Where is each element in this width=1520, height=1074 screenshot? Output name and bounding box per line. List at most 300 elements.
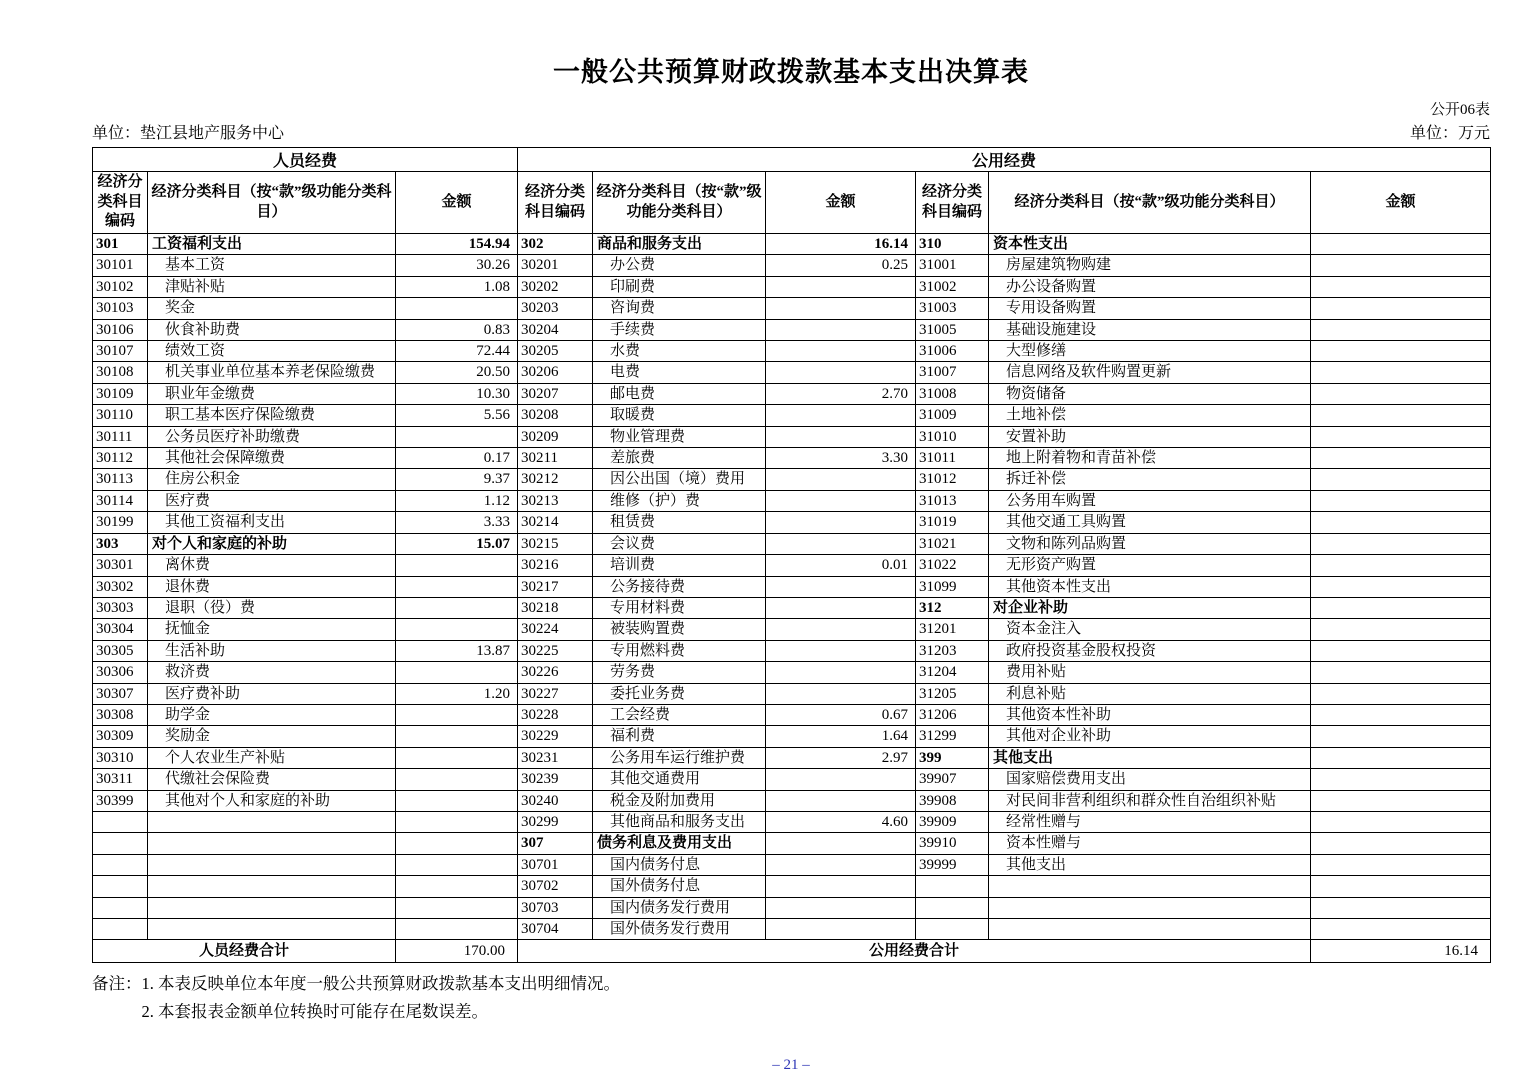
personnel-amount-cell (396, 662, 518, 683)
public1-amount-cell (766, 919, 916, 940)
public1-subject-cell: 印刷费 (593, 276, 766, 297)
personnel-code-cell: 30307 (93, 683, 148, 704)
public2-subject-cell: 对民间非营利组织和群众性自治组织补贴 (989, 790, 1311, 811)
personnel-amount-cell: 0.17 (396, 448, 518, 469)
public1-code-cell: 30204 (518, 319, 593, 340)
table-row (93, 255, 1491, 276)
public1-code-cell: 30213 (518, 490, 593, 511)
table-row (93, 897, 1491, 918)
public2-subject-cell: 政府投资基金股权投资 (989, 640, 1311, 661)
personnel-code-cell: 30102 (93, 276, 148, 297)
public1-code-cell: 302 (518, 234, 593, 255)
public1-code-cell: 30228 (518, 704, 593, 725)
public1-subject-cell: 公务接待费 (593, 576, 766, 597)
public1-amount-cell (766, 362, 916, 383)
public1-subject-cell: 国外债务发行费用 (593, 919, 766, 940)
public1-amount-cell: 1.64 (766, 726, 916, 747)
personnel-code-cell: 30107 (93, 341, 148, 362)
personnel-code-cell (93, 833, 148, 854)
unit-row (92, 120, 1490, 143)
public1-amount-cell (766, 790, 916, 811)
public2-code-cell: 31007 (916, 362, 989, 383)
public2-subject-cell: 房屋建筑物购建 (989, 255, 1311, 276)
public2-code-cell: 31002 (916, 276, 989, 297)
public2-amount-cell (1311, 319, 1491, 340)
public1-amount-cell (766, 897, 916, 918)
report-content (92, 0, 1490, 1074)
table-row (93, 405, 1491, 426)
page-number: – 21 – (772, 1056, 810, 1073)
personnel-subject-cell: 退休费 (148, 576, 396, 597)
personnel-amount-cell: 20.50 (396, 362, 518, 383)
personnel-amount-cell (396, 576, 518, 597)
public1-subject-cell: 劳务费 (593, 662, 766, 683)
personnel-code-cell: 30103 (93, 298, 148, 319)
public2-amount-cell (1311, 469, 1491, 490)
public1-subject-cell: 因公出国（境）费用 (593, 469, 766, 490)
public2-amount-cell (1311, 341, 1491, 362)
public1-code-cell: 30217 (518, 576, 593, 597)
public2-subject-cell: 大型修缮 (989, 341, 1311, 362)
table-footer (93, 940, 1491, 963)
personnel-code-cell: 30310 (93, 747, 148, 768)
group-personnel-header: 人员经费 (93, 148, 518, 172)
public2-code-cell: 31003 (916, 298, 989, 319)
public1-subject-cell: 邮电费 (593, 383, 766, 404)
public1-code-cell: 30218 (518, 597, 593, 618)
table-row (93, 426, 1491, 447)
public1-code-cell: 30214 (518, 512, 593, 533)
public1-subject-cell: 差旅费 (593, 448, 766, 469)
public2-code-cell: 31005 (916, 319, 989, 340)
public2-code-cell: 31009 (916, 405, 989, 426)
public1-amount-cell (766, 876, 916, 897)
table-row (93, 597, 1491, 618)
col-header-subject-1: 经济分类科目（按“款”级功能分类科目） (148, 172, 396, 234)
personnel-subject-cell: 代缴社会保险费 (148, 769, 396, 790)
public1-amount-cell (766, 469, 916, 490)
personnel-subject-cell: 基本工资 (148, 255, 396, 276)
public1-subject-cell: 国外债务付息 (593, 876, 766, 897)
table-row (93, 747, 1491, 768)
form-number-label: 公开06表 (1429, 102, 1490, 118)
col-header-amount-1: 金额 (396, 172, 518, 234)
personnel-subject-cell (148, 854, 396, 875)
col-header-amount-3: 金额 (1311, 172, 1491, 234)
public2-amount-cell (1311, 897, 1491, 918)
personnel-subject-cell: 津贴补贴 (148, 276, 396, 297)
public2-code-cell: 31010 (916, 426, 989, 447)
personnel-code-cell: 30112 (93, 448, 148, 469)
public2-amount-cell (1311, 555, 1491, 576)
public2-subject-cell: 其他资本性补助 (989, 704, 1311, 725)
public2-amount-cell (1311, 234, 1491, 255)
public1-subject-cell: 专用燃料费 (593, 640, 766, 661)
public2-code-cell: 31001 (916, 255, 989, 276)
personnel-subject-cell: 住房公积金 (148, 469, 396, 490)
public1-subject-cell: 租赁费 (593, 512, 766, 533)
public1-subject-cell: 手续费 (593, 319, 766, 340)
table-row (93, 512, 1491, 533)
public2-amount-cell (1311, 362, 1491, 383)
page-title: 一般公共预算财政拨款基本支出决算表 (553, 57, 1029, 87)
public2-amount-cell (1311, 298, 1491, 319)
public2-code-cell: 31099 (916, 576, 989, 597)
table-row (93, 383, 1491, 404)
public1-code-cell: 30225 (518, 640, 593, 661)
personnel-subject-cell: 奖励金 (148, 726, 396, 747)
public2-subject-cell: 专用设备购置 (989, 298, 1311, 319)
personnel-amount-cell (396, 919, 518, 940)
table-row (93, 576, 1491, 597)
public2-amount-cell (1311, 833, 1491, 854)
public1-code-cell: 30211 (518, 448, 593, 469)
public2-subject-cell (989, 897, 1311, 918)
personnel-amount-cell: 15.07 (396, 533, 518, 554)
public1-code-cell: 30231 (518, 747, 593, 768)
public1-amount-cell (766, 662, 916, 683)
public1-code-cell: 30229 (518, 726, 593, 747)
public2-code-cell: 31022 (916, 555, 989, 576)
public1-amount-cell (766, 854, 916, 875)
personnel-amount-cell: 1.20 (396, 683, 518, 704)
public2-subject-cell: 基础设施建设 (989, 319, 1311, 340)
personnel-subject-cell: 其他社会保障缴费 (148, 448, 396, 469)
personnel-code-cell: 30111 (93, 426, 148, 447)
public2-amount-cell (1311, 512, 1491, 533)
public1-subject-cell: 其他商品和服务支出 (593, 811, 766, 832)
public2-subject-cell: 拆迁补偿 (989, 469, 1311, 490)
public1-code-cell: 30703 (518, 897, 593, 918)
public2-code-cell: 39910 (916, 833, 989, 854)
public1-subject-cell: 咨询费 (593, 298, 766, 319)
public1-subject-cell: 物业管理费 (593, 426, 766, 447)
public1-subject-cell: 水费 (593, 341, 766, 362)
public2-amount-cell (1311, 576, 1491, 597)
public2-amount-cell (1311, 405, 1491, 426)
public1-code-cell: 30240 (518, 790, 593, 811)
public1-amount-cell: 0.01 (766, 555, 916, 576)
public2-subject-cell: 其他支出 (989, 854, 1311, 875)
public1-code-cell: 30226 (518, 662, 593, 683)
public2-amount-cell (1311, 448, 1491, 469)
public2-code-cell: 312 (916, 597, 989, 618)
public2-amount-cell (1311, 640, 1491, 661)
public2-amount-cell (1311, 597, 1491, 618)
personnel-amount-cell: 3.33 (396, 512, 518, 533)
public2-amount-cell (1311, 876, 1491, 897)
unit-name-label: 单位：垫江县地产服务中心 (92, 125, 285, 142)
personnel-subject-cell: 公务员医疗补助缴费 (148, 426, 396, 447)
personnel-amount-cell (396, 897, 518, 918)
public1-subject-cell: 其他交通费用 (593, 769, 766, 790)
personnel-amount-cell (396, 704, 518, 725)
personnel-amount-cell (396, 876, 518, 897)
public1-amount-cell: 16.14 (766, 234, 916, 255)
public1-subject-cell: 福利费 (593, 726, 766, 747)
public2-subject-cell: 地上附着物和青苗补偿 (989, 448, 1311, 469)
public2-code-cell: 31201 (916, 619, 989, 640)
public2-code-cell: 31011 (916, 448, 989, 469)
public1-subject-cell: 公务用车运行维护费 (593, 747, 766, 768)
notes (92, 970, 1490, 1026)
totals-row (93, 940, 1491, 963)
public2-subject-cell: 其他对企业补助 (989, 726, 1311, 747)
public2-amount-cell (1311, 383, 1491, 404)
public2-code-cell: 31012 (916, 469, 989, 490)
personnel-code-cell: 301 (93, 234, 148, 255)
personnel-code-cell (93, 811, 148, 832)
public2-amount-cell (1311, 704, 1491, 725)
personnel-code-cell: 30301 (93, 555, 148, 576)
personnel-code-cell: 30309 (93, 726, 148, 747)
public2-subject-cell: 无形资产购置 (989, 555, 1311, 576)
public-total-label: 公用经费合计 (518, 940, 1311, 963)
public2-subject-cell: 其他资本性支出 (989, 576, 1311, 597)
public1-amount-cell (766, 597, 916, 618)
table-row (93, 811, 1491, 832)
personnel-code-cell: 30311 (93, 769, 148, 790)
personnel-amount-cell: 10.30 (396, 383, 518, 404)
personnel-amount-cell: 154.94 (396, 234, 518, 255)
public2-subject-cell (989, 876, 1311, 897)
personnel-subject-cell: 奖金 (148, 298, 396, 319)
col-header-code-2: 经济分类科目编码 (518, 172, 593, 234)
table-row (93, 448, 1491, 469)
personnel-subject-cell (148, 811, 396, 832)
table-row (93, 769, 1491, 790)
public2-amount-cell (1311, 276, 1491, 297)
personnel-code-cell: 30113 (93, 469, 148, 490)
table-row (93, 854, 1491, 875)
table-body (93, 234, 1491, 940)
personnel-code-cell: 30110 (93, 405, 148, 426)
personnel-code-cell (93, 919, 148, 940)
table-row (93, 876, 1491, 897)
public1-subject-cell: 办公费 (593, 255, 766, 276)
personnel-subject-cell (148, 897, 396, 918)
personnel-amount-cell: 72.44 (396, 341, 518, 362)
personnel-code-cell: 30303 (93, 597, 148, 618)
public2-code-cell: 310 (916, 234, 989, 255)
personnel-amount-cell: 9.37 (396, 469, 518, 490)
personnel-amount-cell: 5.56 (396, 405, 518, 426)
personnel-code-cell (93, 876, 148, 897)
public2-subject-cell: 文物和陈列品购置 (989, 533, 1311, 554)
public2-code-cell (916, 876, 989, 897)
personnel-subject-cell: 其他对个人和家庭的补助 (148, 790, 396, 811)
public1-amount-cell: 0.25 (766, 255, 916, 276)
public1-amount-cell (766, 640, 916, 661)
report-table (92, 147, 1491, 963)
public2-amount-cell (1311, 769, 1491, 790)
table-row (93, 490, 1491, 511)
personnel-amount-cell (396, 619, 518, 640)
table-row (93, 726, 1491, 747)
public1-amount-cell (766, 683, 916, 704)
table-row (93, 662, 1491, 683)
public1-code-cell: 30206 (518, 362, 593, 383)
personnel-code-cell: 30306 (93, 662, 148, 683)
public2-code-cell: 39908 (916, 790, 989, 811)
personnel-amount-cell (396, 790, 518, 811)
public2-code-cell: 31205 (916, 683, 989, 704)
personnel-subject-cell: 退职（役）费 (148, 597, 396, 618)
public2-code-cell: 39907 (916, 769, 989, 790)
table-row (93, 319, 1491, 340)
public2-code-cell: 31008 (916, 383, 989, 404)
public1-amount-cell (766, 833, 916, 854)
public1-amount-cell (766, 512, 916, 533)
public1-subject-cell: 电费 (593, 362, 766, 383)
public1-subject-cell: 维修（护）费 (593, 490, 766, 511)
public1-subject-cell: 工会经费 (593, 704, 766, 725)
table-row (93, 555, 1491, 576)
public2-amount-cell (1311, 747, 1491, 768)
public1-subject-cell: 培训费 (593, 555, 766, 576)
public2-code-cell: 31299 (916, 726, 989, 747)
personnel-amount-cell: 0.83 (396, 319, 518, 340)
public1-amount-cell (766, 341, 916, 362)
public2-amount-cell (1311, 490, 1491, 511)
public2-code-cell: 31203 (916, 640, 989, 661)
public1-amount-cell (766, 490, 916, 511)
public2-amount-cell (1311, 426, 1491, 447)
personnel-amount-cell: 13.87 (396, 640, 518, 661)
public2-subject-cell: 对企业补助 (989, 597, 1311, 618)
note-line-1: 1. 本表反映单位本年度一般公共预算财政拨款基本支出明细情况。 (141, 974, 620, 994)
public1-amount-cell (766, 405, 916, 426)
personnel-code-cell: 30114 (93, 490, 148, 511)
public2-subject-cell: 土地补偿 (989, 405, 1311, 426)
personnel-amount-cell (396, 833, 518, 854)
public1-code-cell: 30208 (518, 405, 593, 426)
public1-code-cell: 30701 (518, 854, 593, 875)
public2-subject-cell: 经常性赠与 (989, 811, 1311, 832)
public2-amount-cell (1311, 811, 1491, 832)
personnel-code-cell (93, 897, 148, 918)
personnel-subject-cell: 机关事业单位基本养老保险缴费 (148, 362, 396, 383)
personnel-code-cell: 30108 (93, 362, 148, 383)
public1-code-cell: 30207 (518, 383, 593, 404)
public2-subject-cell: 利息补贴 (989, 683, 1311, 704)
public2-subject-cell: 其他交通工具购置 (989, 512, 1311, 533)
table-row (93, 362, 1491, 383)
public1-code-cell: 30203 (518, 298, 593, 319)
personnel-amount-cell (396, 811, 518, 832)
public1-amount-cell: 2.70 (766, 383, 916, 404)
personnel-subject-cell: 个人农业生产补贴 (148, 747, 396, 768)
table-row (93, 683, 1491, 704)
personnel-amount-cell (396, 854, 518, 875)
public1-code-cell: 30224 (518, 619, 593, 640)
personnel-amount-cell: 1.08 (396, 276, 518, 297)
personnel-code-cell: 30399 (93, 790, 148, 811)
personnel-amount-cell (396, 298, 518, 319)
personnel-subject-cell: 生活补助 (148, 640, 396, 661)
personnel-code-cell: 30302 (93, 576, 148, 597)
public2-code-cell: 39909 (916, 811, 989, 832)
personnel-subject-cell: 救济费 (148, 662, 396, 683)
personnel-code-cell: 30199 (93, 512, 148, 533)
personnel-total-label: 人员经费合计 (93, 940, 396, 963)
personnel-subject-cell: 抚恤金 (148, 619, 396, 640)
notes-lines (142, 970, 621, 1026)
personnel-subject-cell: 伙食补助费 (148, 319, 396, 340)
personnel-amount-cell (396, 555, 518, 576)
col-header-subject-3: 经济分类科目（按“款”级功能分类科目） (989, 172, 1311, 234)
personnel-total-amount: 170.00 (396, 940, 518, 963)
public2-amount-cell (1311, 619, 1491, 640)
public2-code-cell: 31206 (916, 704, 989, 725)
public1-code-cell: 30205 (518, 341, 593, 362)
public2-code-cell: 39999 (916, 854, 989, 875)
public2-amount-cell (1311, 533, 1491, 554)
public1-subject-cell: 取暖费 (593, 405, 766, 426)
public1-subject-cell: 国内债务付息 (593, 854, 766, 875)
col-header-amount-2: 金额 (766, 172, 916, 234)
table-row (93, 704, 1491, 725)
public1-code-cell: 30227 (518, 683, 593, 704)
personnel-amount-cell (396, 769, 518, 790)
table-row (93, 833, 1491, 854)
personnel-code-cell: 30109 (93, 383, 148, 404)
personnel-code-cell (93, 854, 148, 875)
public1-code-cell: 30239 (518, 769, 593, 790)
personnel-subject-cell (148, 919, 396, 940)
public-total-amount: 16.14 (1311, 940, 1491, 963)
personnel-subject-cell: 绩效工资 (148, 341, 396, 362)
public2-amount-cell (1311, 683, 1491, 704)
public2-subject-cell: 公务用车购置 (989, 490, 1311, 511)
public2-amount-cell (1311, 726, 1491, 747)
public1-subject-cell: 专用材料费 (593, 597, 766, 618)
group-public-header: 公用经费 (518, 148, 1491, 172)
table-row (93, 234, 1491, 255)
public2-amount-cell (1311, 790, 1491, 811)
public1-code-cell: 30299 (518, 811, 593, 832)
public2-subject-cell: 安置补助 (989, 426, 1311, 447)
note-line-2: 2. 本套报表金额单位转换时可能存在尾数误差。 (141, 1002, 488, 1022)
table-row (93, 919, 1491, 940)
personnel-code-cell: 30106 (93, 319, 148, 340)
public1-code-cell: 30215 (518, 533, 593, 554)
public2-subject-cell: 费用补贴 (989, 662, 1311, 683)
personnel-subject-cell: 助学金 (148, 704, 396, 725)
public2-code-cell (916, 897, 989, 918)
table-row (93, 341, 1491, 362)
public2-code-cell: 399 (916, 747, 989, 768)
table-row (93, 469, 1491, 490)
public1-subject-cell: 税金及附加费用 (593, 790, 766, 811)
public1-amount-cell (766, 769, 916, 790)
personnel-code-cell: 30305 (93, 640, 148, 661)
public1-code-cell: 30704 (518, 919, 593, 940)
public1-subject-cell: 委托业务费 (593, 683, 766, 704)
public2-code-cell: 31019 (916, 512, 989, 533)
personnel-subject-cell (148, 833, 396, 854)
unit-money-label: 单位：万元 (1409, 125, 1490, 142)
public2-subject-cell: 资本性支出 (989, 234, 1311, 255)
table-row (93, 619, 1491, 640)
public1-amount-cell (766, 619, 916, 640)
public1-code-cell: 30212 (518, 469, 593, 490)
public1-code-cell: 30202 (518, 276, 593, 297)
public1-amount-cell: 3.30 (766, 448, 916, 469)
table-row (93, 790, 1491, 811)
public1-code-cell: 30209 (518, 426, 593, 447)
personnel-amount-cell (396, 726, 518, 747)
